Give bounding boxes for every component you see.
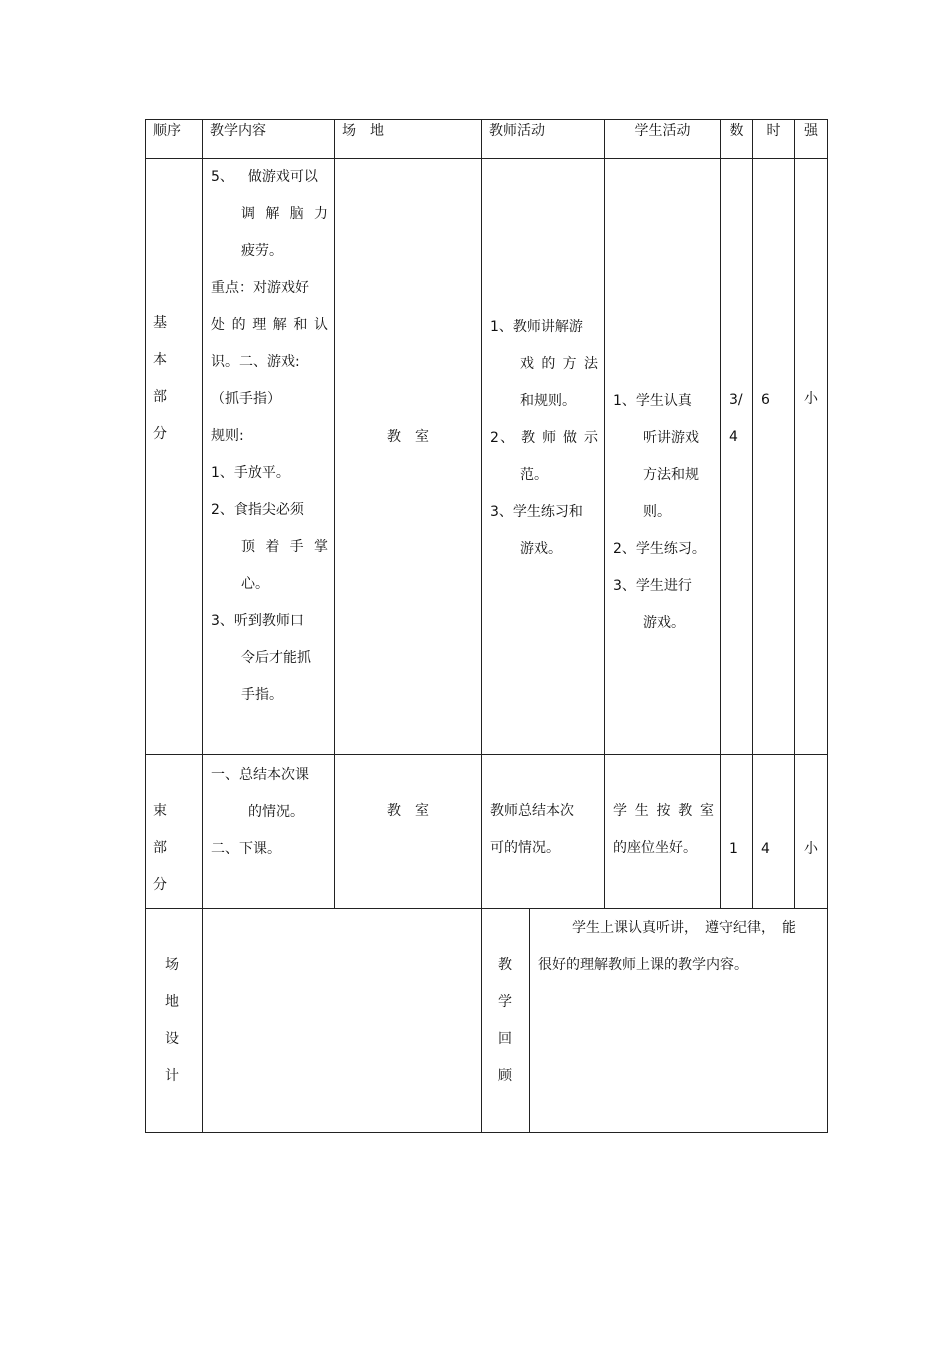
basic-label-char: 部 <box>153 389 167 405</box>
content-key-line: 处 的 理 解 和 认 <box>211 317 328 333</box>
design-label-char: 设 <box>165 1031 179 1047</box>
ending-count-value: 1 <box>729 841 738 857</box>
basic-venue-text: 教 室 <box>387 429 429 445</box>
content-item5-line: 做游戏可以 <box>247 169 318 185</box>
basic-count-line: 3/ <box>729 392 743 408</box>
teacher-step1-line: 和规则。 <box>520 393 576 409</box>
basic-section-row <box>146 159 828 755</box>
content-item5-number: 5、 <box>211 169 234 185</box>
header-time: 时 <box>753 120 795 159</box>
teacher-step2: 2、 教 师 做 示 <box>490 430 598 446</box>
ending-content-item1: 一、总结本次课 <box>211 767 309 783</box>
design-label-char: 地 <box>165 994 179 1010</box>
basic-teacher <box>482 159 605 755</box>
ending-student-line: 的座位坐好。 <box>613 840 697 856</box>
teacher-step3: 3、学生练习和 <box>490 504 583 520</box>
teacher-step3-line: 游戏。 <box>520 541 562 557</box>
header-venue: 场 地 <box>335 120 482 159</box>
review-line: 很好的理解教师上课的教学内容。 <box>538 957 748 973</box>
ending-label-char: 部 <box>153 840 167 856</box>
header-row <box>146 120 828 159</box>
lesson-plan-table <box>145 119 828 1133</box>
content-item5-line: 疲劳。 <box>241 243 283 259</box>
basic-intensity-value: 小 <box>804 391 818 407</box>
header-student: 学生活动 <box>605 120 721 159</box>
student-step1-line: 方法和规 <box>643 467 699 483</box>
ending-content-item2: 二、下课。 <box>211 841 281 857</box>
design-label-char: 场 <box>165 957 179 973</box>
basic-label-char: 分 <box>153 426 167 442</box>
ending-teacher-line: 可的情况。 <box>490 840 560 856</box>
header-count: 数 <box>721 120 753 159</box>
ending-student <box>605 755 721 909</box>
ending-count <box>721 755 753 909</box>
student-step1-line: 听讲游戏 <box>643 430 699 446</box>
content-key-line: （抓手指） <box>211 391 281 407</box>
ending-intensity-value: 小 <box>804 841 818 857</box>
basic-student <box>605 159 721 755</box>
content-rule3-line: 手指。 <box>241 687 283 703</box>
review-label-char: 教 <box>498 957 512 973</box>
basic-intensity <box>795 159 828 755</box>
content-rule3: 3、听到教师口 <box>211 613 304 629</box>
basic-label <box>146 159 203 755</box>
design-area <box>203 909 482 1133</box>
ending-venue <box>335 755 482 909</box>
content-rule3-line: 令后才能抓 <box>241 650 311 666</box>
basic-count <box>721 159 753 755</box>
ending-label-char: 束 <box>153 803 167 819</box>
ending-label-char: 分 <box>153 877 167 893</box>
content-rule1: 1、手放平。 <box>211 465 290 481</box>
ending-venue-text: 教 室 <box>387 803 429 819</box>
student-step3-line: 游戏。 <box>643 615 685 631</box>
basic-time <box>753 159 795 755</box>
student-step1-line: 则。 <box>643 504 671 520</box>
review-content <box>530 909 828 1133</box>
review-label-char: 顾 <box>498 1068 512 1084</box>
header-intensity: 强 <box>795 120 828 159</box>
review-label <box>482 909 530 1133</box>
ending-section-row <box>146 755 828 909</box>
teacher-step1-line: 戏 的 方 法 <box>520 356 598 372</box>
design-label-char: 计 <box>165 1068 179 1084</box>
content-item5 <box>211 159 328 196</box>
review-label-char: 回 <box>498 1031 512 1047</box>
basic-venue <box>335 159 482 755</box>
student-step1: 1、学生认真 <box>613 393 692 409</box>
ending-teacher-line: 教师总结本次 <box>490 803 574 819</box>
ending-content-item1-line: 的情况。 <box>248 804 304 820</box>
content-key-line: 识。二、游戏: <box>211 354 300 370</box>
content-item5-line: 调 解 脑 力 <box>241 206 328 222</box>
ending-time <box>753 755 795 909</box>
basic-label-char: 本 <box>153 352 167 368</box>
review-line: 学生上课认真听讲， 遵守纪律， 能 <box>572 920 796 936</box>
header-teacher: 教师活动 <box>482 120 605 159</box>
basic-label-char: 基 <box>153 315 167 331</box>
ending-content <box>203 755 335 909</box>
ending-student-line: 学 生 按 教 室 <box>613 803 714 819</box>
content-key-line: 重点：对游戏好 <box>211 280 309 296</box>
ending-intensity <box>795 755 828 909</box>
content-rule2: 2、食指尖必须 <box>211 502 304 518</box>
content-rule2-line: 顶 着 手 掌 <box>241 539 328 555</box>
content-key-line: 规则: <box>211 428 244 444</box>
basic-time-value: 6 <box>761 392 770 408</box>
teacher-step2-line: 范。 <box>520 467 548 483</box>
ending-time-value: 4 <box>761 841 770 857</box>
basic-count-line: 4 <box>729 429 738 445</box>
student-step2: 2、学生练习。 <box>613 541 706 557</box>
header-order: 顺序 <box>146 120 203 159</box>
design-label <box>146 909 203 1133</box>
ending-teacher <box>482 755 605 909</box>
student-step3: 3、学生进行 <box>613 578 692 594</box>
content-rule2-line: 心。 <box>241 576 269 592</box>
basic-content <box>203 159 335 755</box>
ending-label <box>146 755 203 909</box>
review-label-char: 学 <box>498 994 512 1010</box>
design-section-row <box>146 909 828 1133</box>
header-content: 教学内容 <box>203 120 335 159</box>
teacher-step1: 1、教师讲解游 <box>490 319 583 335</box>
